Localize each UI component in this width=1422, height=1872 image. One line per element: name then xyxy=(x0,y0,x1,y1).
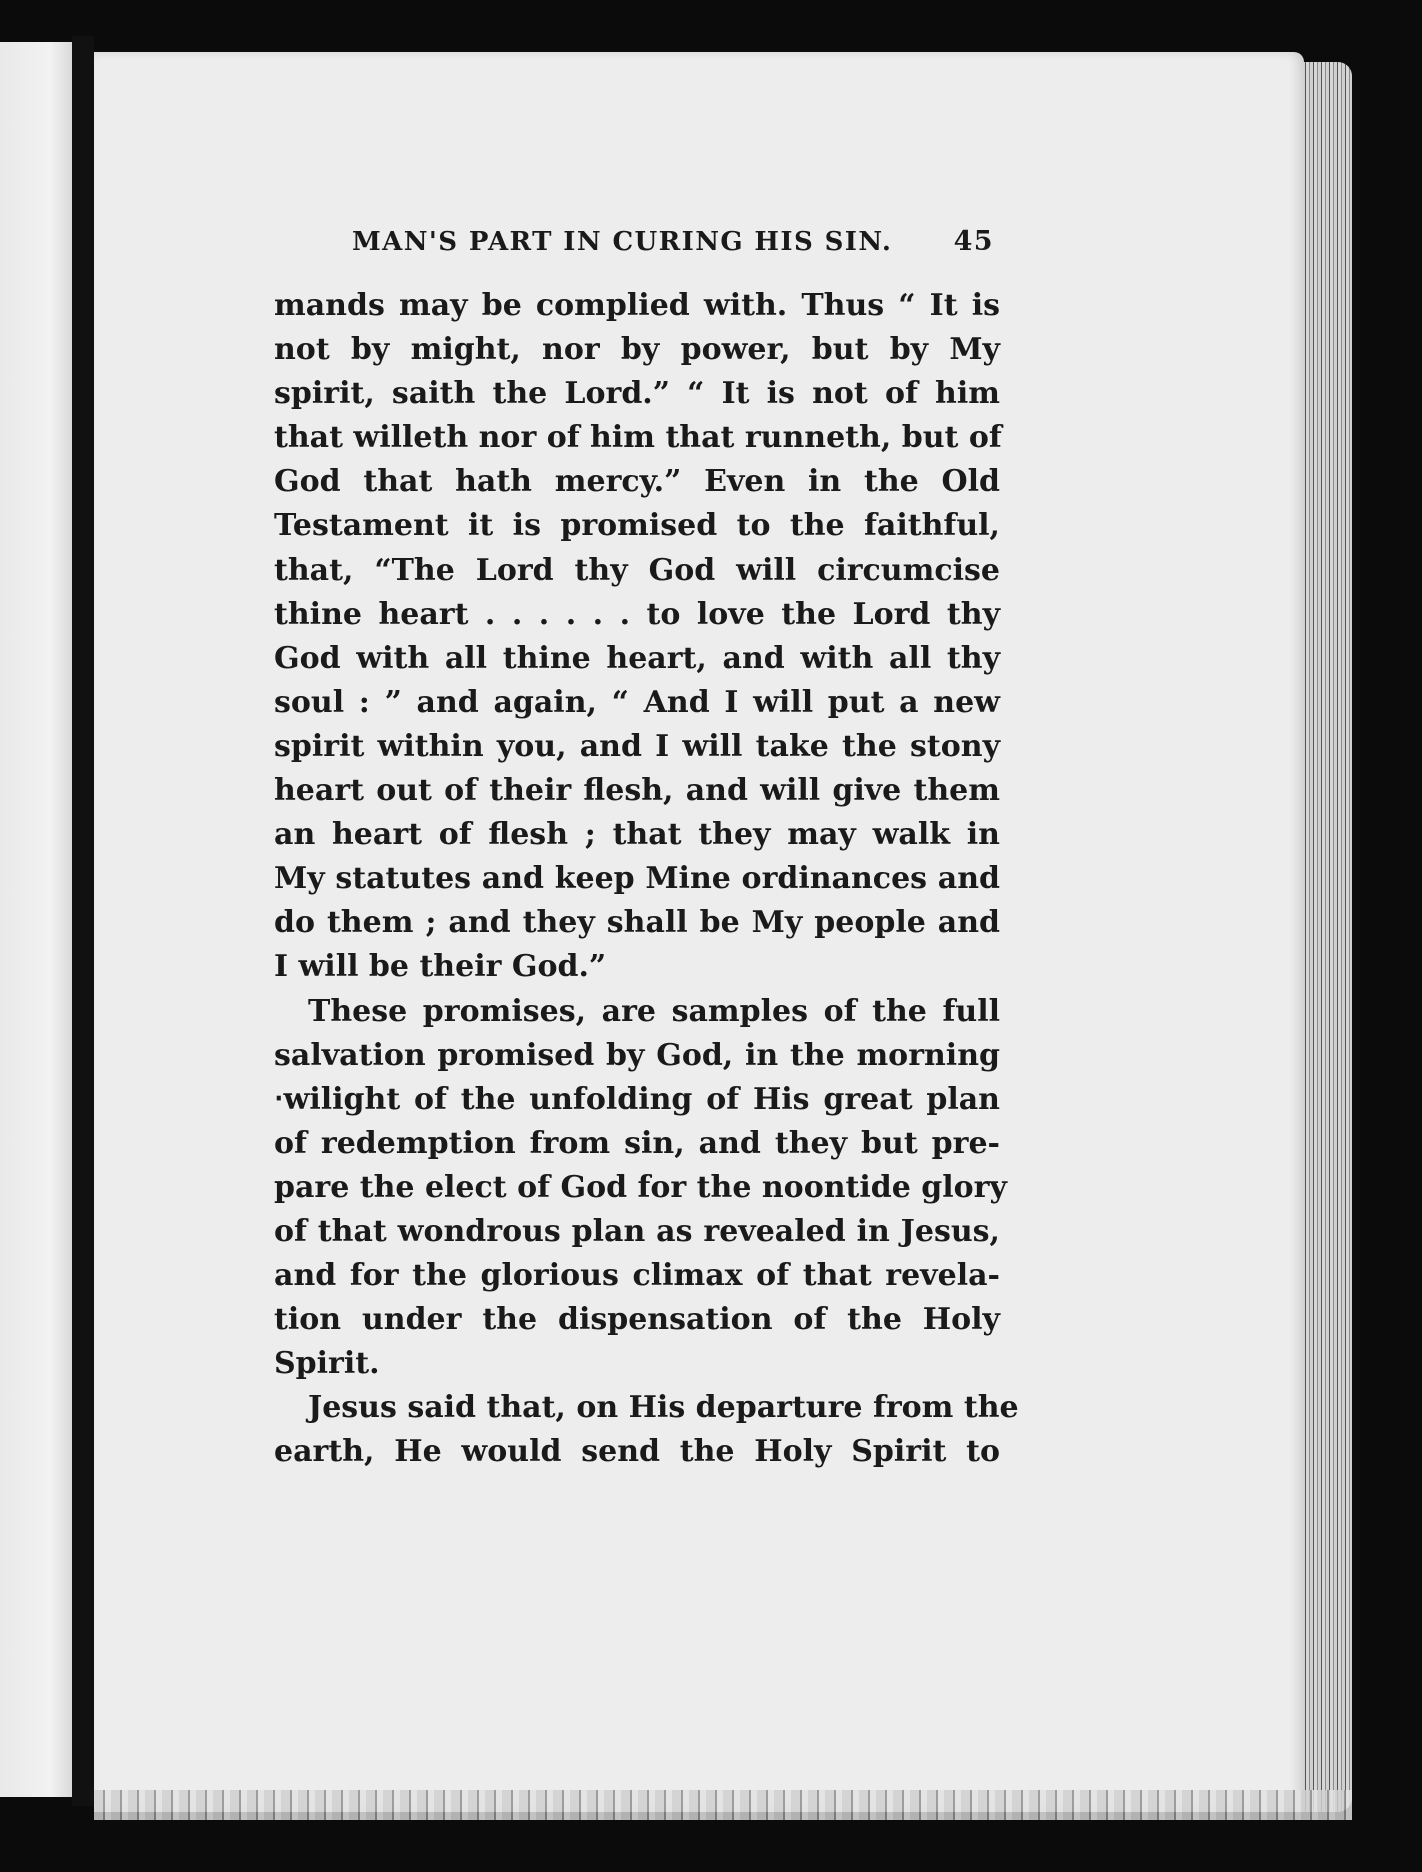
facing-page-edge xyxy=(0,42,72,1797)
text-line: of redemption from sin, and they but pre- xyxy=(274,1125,1000,1161)
body-text xyxy=(274,284,1019,1475)
text-line: tion under the dispensation of the Holy xyxy=(274,1302,1000,1338)
book-gutter xyxy=(72,36,94,1806)
page-number: 45 xyxy=(953,226,994,257)
text-line: My statutes and keep Mine ordinances and xyxy=(274,861,1000,897)
text-line: Spirit. xyxy=(274,1346,380,1382)
text-line: and for the glorious climax of that revela- xyxy=(274,1258,1000,1294)
text-line: spirit within you, and I will take the stony xyxy=(274,728,1000,764)
text-line: of that wondrous plan as revealed in Jesus, xyxy=(274,1213,1000,1249)
text-line: Jesus said that, on His departure from the xyxy=(308,1390,1019,1426)
running-head xyxy=(274,226,1000,274)
text-line: pare the elect of God for the noontide glory xyxy=(274,1169,1007,1205)
text-line: I will be their God.” xyxy=(274,949,607,985)
text-line: heart out of their flesh, and will give them xyxy=(274,773,1000,809)
text-line: not by might, nor by power, but by My xyxy=(274,332,1000,368)
text-line: mands may be complied with. Thus “ It is xyxy=(274,288,1000,323)
text-line: that willeth nor of him that runneth, but of xyxy=(274,420,1002,456)
text-line: God that hath mercy.” Even in the Old xyxy=(274,464,1000,500)
text-line: earth, He would send the Holy Spirit to xyxy=(274,1434,1000,1470)
text-line: soul : ” and again, “ And I will put a new xyxy=(274,684,1000,720)
text-line: These promises, are samples of the full xyxy=(308,993,1000,1029)
text-line: Testament it is promised to the faithful, xyxy=(274,508,1000,544)
page-bottom-edge xyxy=(94,1790,1352,1820)
text-line: do them ; and they shall be My people and xyxy=(274,905,1000,941)
page-text-block xyxy=(274,226,1019,1475)
text-line: salvation promised by God, in the morning xyxy=(274,1037,1000,1073)
text-line: ‧wilight of the unfolding of His great plan xyxy=(274,1081,1000,1117)
text-line: spirit, saith the Lord.” “ It is not of him xyxy=(274,376,1000,412)
text-line: God with all thine heart, and with all thy xyxy=(274,640,1000,676)
text-line: that, “The Lord thy God will circumcise xyxy=(274,552,1000,588)
running-head-title: MAN'S PART IN CURING HIS SIN. xyxy=(352,227,893,257)
text-line: thine heart . . . . . . to love the Lord thy xyxy=(274,596,1000,632)
text-line: an heart of flesh ; that they may walk in xyxy=(274,817,1000,853)
